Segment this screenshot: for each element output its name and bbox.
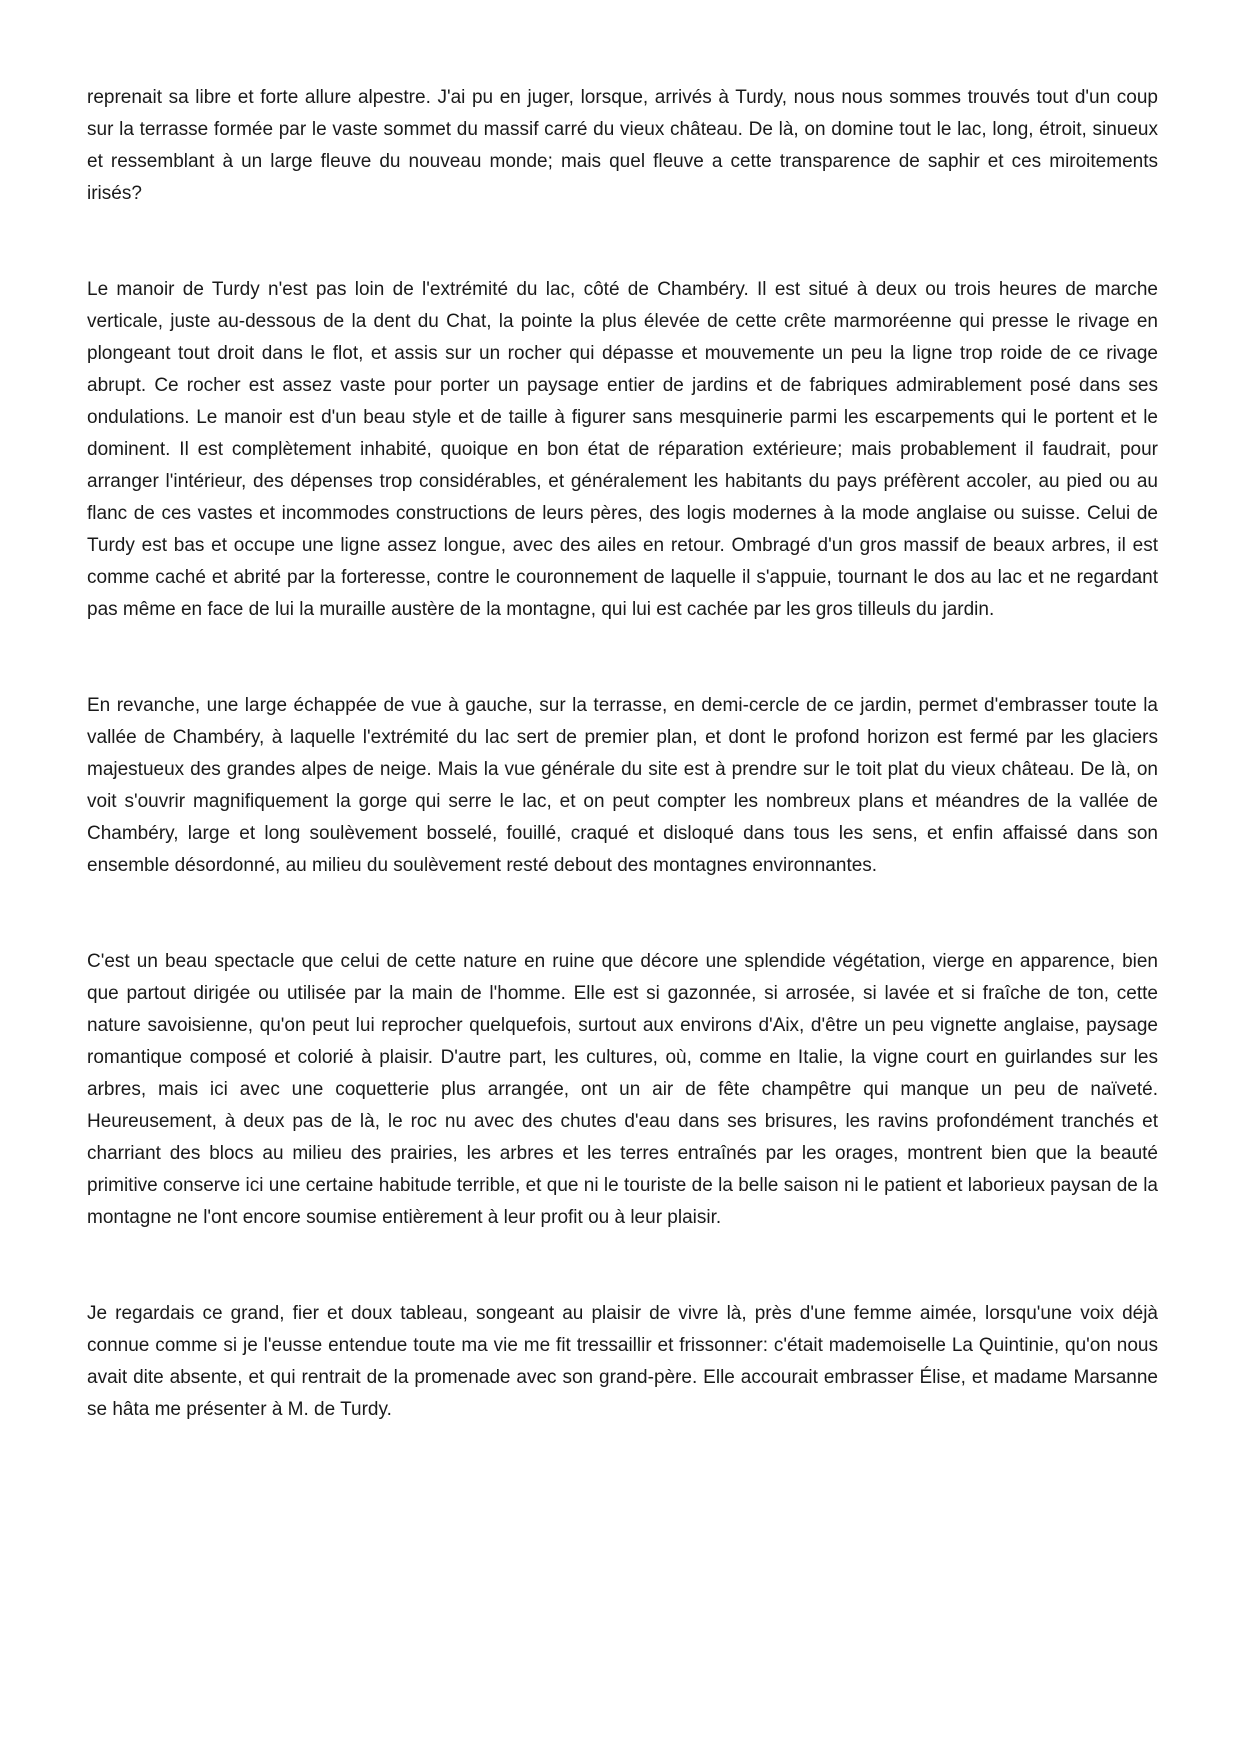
paragraph-4: C'est un beau spectacle que celui de cette nature en ruine que décore une splendide végétation, vierge en apparence, bien que partout dirigée ou utilisée par la main de l'homme. Elle est si gazonnée, si arrosée, si lavée et si fraîche de ton, cette nature savoisienne, qu'on peut lui reprocher quelquefois, surtout aux environs d'Aix, d'être un peu vignette anglaise, paysage romantique composé et colorié à plaisir. D'autre part, les cultures, où, comme en Italie, la vigne court en guirlandes sur les arbres, mais ici avec une coquetterie plus arrangée, ont un air de fête champêtre qui manque un peu de naïveté. Heureusement, à deux pas de là, le roc nu avec des chutes d'eau dans ses brisures, les ravins profondément tranchés et charriant des blocs au milieu des prairies, les arbres et les terres entraînés par les orages, montrent bien que la beauté primitive conserve ici une certaine habitude terrible, et que ni le touriste de la belle saison ni le patient et laborieux paysan de la montagne ne l'ont encore soumise entièrement à leur profit ou à leur plaisir. [87,951,1158,1228]
paragraph-5: Je regardais ce grand, fier et doux tableau, songeant au plaisir de vivre là, près d'une femme aimée, lorsqu'une voix déjà connue comme si je l'eusse entendue toute ma vie me fit tressaillir et frissonner: c'était mademoiselle La Quintinie, qu'on nous avait dite absente, et qui rentrait de la promenade avec son grand-père. Elle accourait embrasser Élise, et madame Marsanne se hâta me présenter à M. de Turdy. [87,1303,1158,1420]
paragraph-1: reprenait sa libre et forte allure alpestre. J'ai pu en juger, lorsque, arrivés à Turdy, nous nous sommes trouvés tout d'un coup sur la terrasse formée par le vaste sommet du massif carré du vieux château. De là, on domine tout le lac, long, étroit, sinueux et ressemblant à un large fleuve du nouveau monde; mais quel fleuve a cette transparence de saphir et ces miroitements irisés? [87,87,1158,204]
document-page [87,82,1158,1490]
paragraph-3: En revanche, une large échappée de vue à gauche, sur la terrasse, en demi-cercle de ce jardin, permet d'embrasser toute la vallée de Chambéry, à laquelle l'extrémité du lac sert de premier plan, et dont le profond horizon est fermé par les glaciers majestueux des grandes alpes de neige. Mais la vue générale du site est à prendre sur le toit plat du vieux château. De là, on voit s'ouvrir magnifiquement la gorge qui serre le lac, et on peut compter les nombreux plans et méandres de la vallée de Chambéry, large et long soulèvement bosselé, fouillé, craqué et disloqué dans tous les sens, et enfin affaissé dans son ensemble désordonné, au milieu du soulèvement resté debout des montagnes environnantes. [87,695,1158,876]
paragraph-2: Le manoir de Turdy n'est pas loin de l'extrémité du lac, côté de Chambéry. Il est situé à deux ou trois heures de marche verticale, juste au-dessous de la dent du Chat, la pointe la plus élevée de cette crête marmoréenne qui presse le rivage en plongeant tout droit dans le flot, et assis sur un rocher qui dépasse et mouvemente un peu la ligne trop roide de ce rivage abrupt. Ce rocher est assez vaste pour porter un paysage entier de jardins et de fabriques admirablement posé dans ses ondulations. Le manoir est d'un beau style et de taille à figurer sans mesquinerie parmi les escarpements qui le portent et le dominent. Il est complètement inhabité, quoique en bon état de réparation extérieure; mais probablement il faudrait, pour arranger l'intérieur, des dépenses trop considérables, et généralement les habitants du pays préfèrent accoler, au pied ou au flanc de ces vastes et incommodes constructions de leurs pères, des logis modernes à la mode anglaise ou suisse. Celui de Turdy est bas et occupe une ligne assez longue, avec des ailes en retour. Ombragé d'un gros massif de beaux arbres, il est comme caché et abrité par la forteresse, contre le couronnement de laquelle il s'appuie, tournant le dos au lac et ne regardant pas même en face de lui la muraille austère de la montagne, qui lui est cachée par les gros tilleuls du jardin. [87,279,1158,620]
